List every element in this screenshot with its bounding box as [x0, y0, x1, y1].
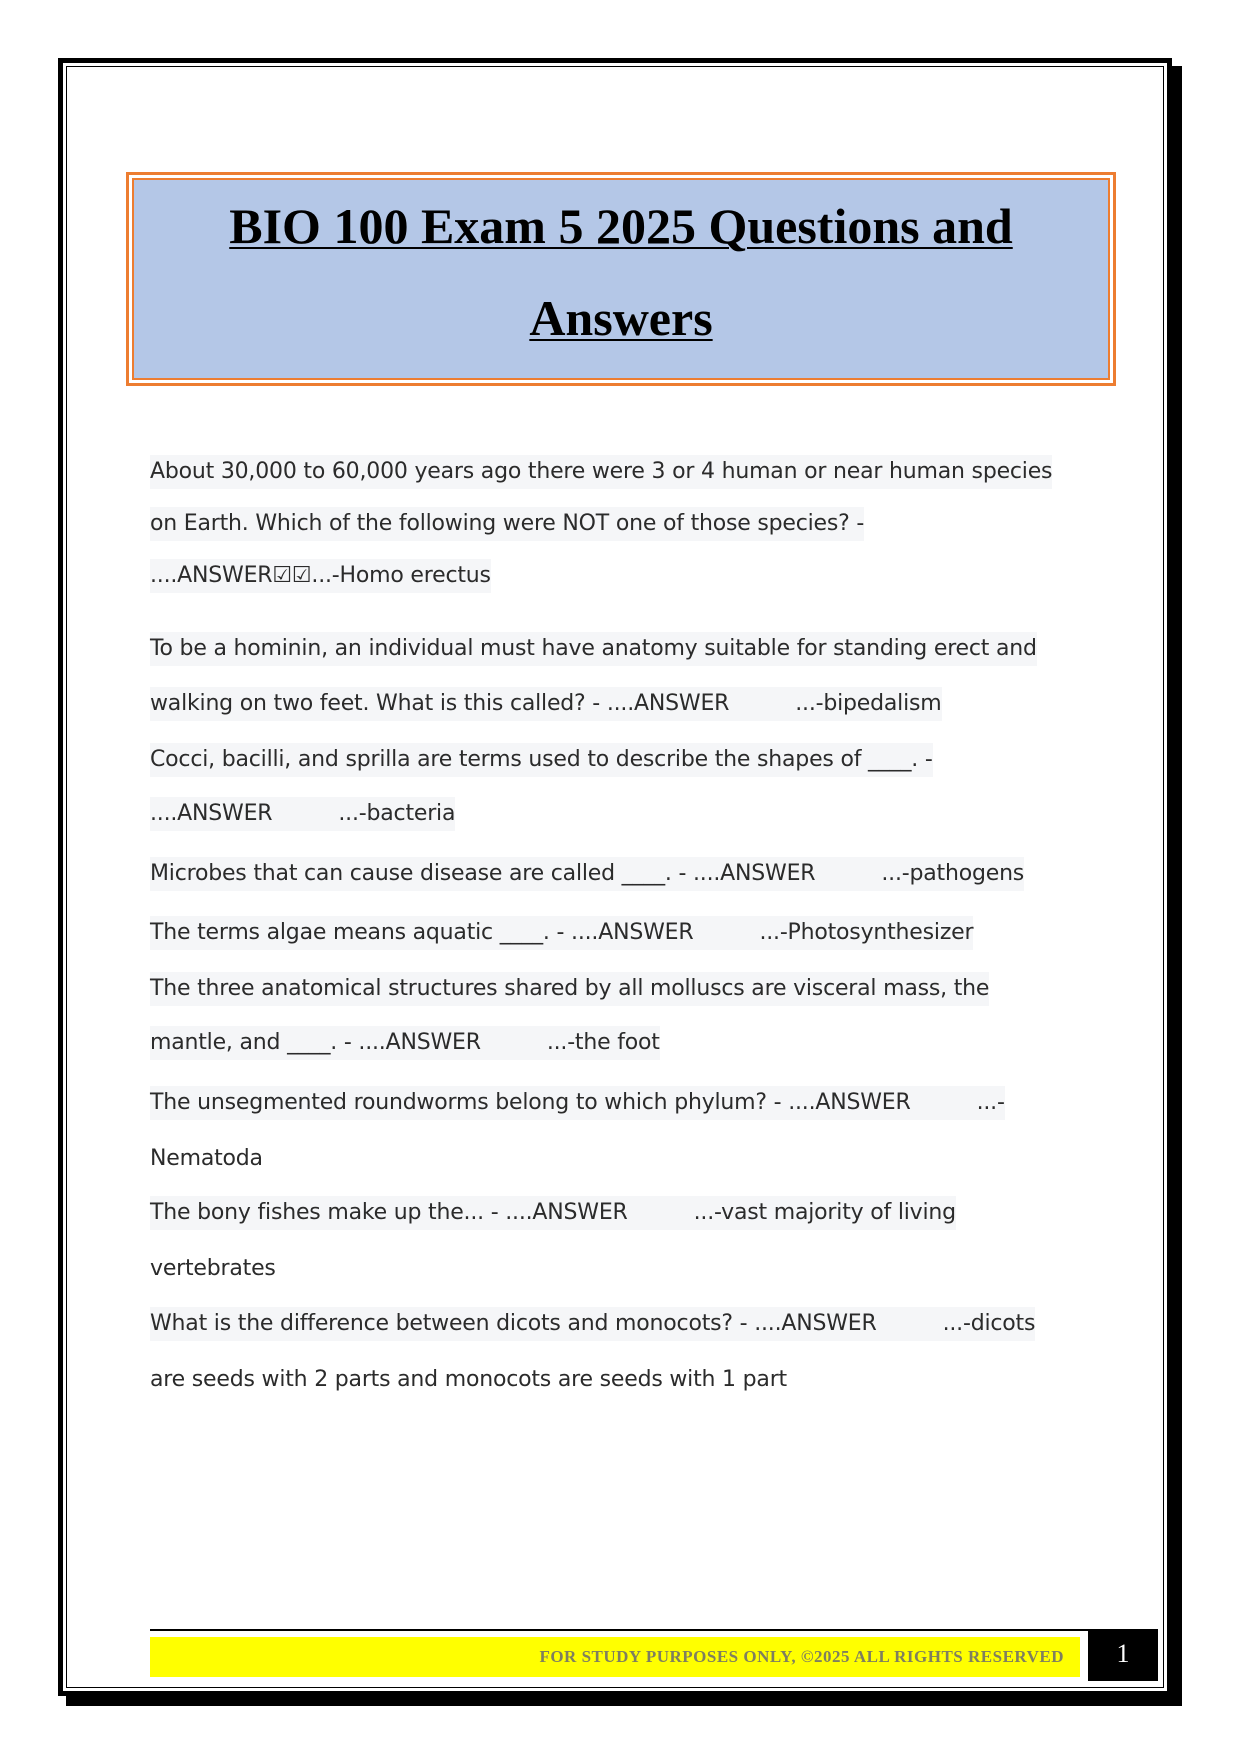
question-text: The terms algae means aquatic ____. - ....ANSWER — [150, 920, 694, 945]
question-text: What is the difference between dicots and monocots? - ....ANSWER — [150, 1311, 877, 1336]
title-box — [126, 172, 1116, 386]
question-text: walking on two feet. What is this called? - ....ANSWER — [150, 691, 730, 716]
answer-continuation: Nematoda — [150, 1146, 263, 1171]
question-answer-line — [150, 1026, 660, 1060]
footer-bar — [150, 1637, 1080, 1677]
question-text: ....ANSWER — [150, 801, 273, 826]
question-answer-line — [150, 1307, 1035, 1341]
answer-text: ...-Photosynthesizer — [759, 920, 974, 945]
footer-rule — [150, 1629, 1094, 1631]
question-answer-line — [150, 857, 1024, 891]
answer-text: ...-bipedalism — [795, 691, 942, 716]
answer-text: ...-pathogens — [881, 861, 1025, 886]
question-line: To be a hominin, an individual must have anatomy suitable for standing erect and — [150, 632, 1037, 666]
answer-continuation: vertebrates — [150, 1256, 276, 1281]
question-line: The three anatomical structures shared by all molluscs are visceral mass, the — [150, 972, 989, 1006]
question-text: mantle, and ____. - ....ANSWER — [150, 1030, 481, 1055]
question-line: on Earth. Which of the following were NOT one of those species? - — [150, 507, 864, 541]
answer-text: ...-the foot — [546, 1030, 660, 1055]
question-answer-line — [150, 916, 973, 950]
question-answer-line — [150, 1196, 956, 1230]
footer-copyright: FOR STUDY PURPOSES ONLY, ©2025 ALL RIGHTS RESERVED — [539, 1647, 1064, 1666]
answer-text: ...-vast majority of living — [693, 1200, 956, 1225]
question-answer-line — [150, 1086, 1005, 1120]
answer-text: ...- — [976, 1090, 1005, 1115]
question-text: The bony fishes make up the... - ....ANSWER — [150, 1200, 628, 1225]
page-number: 1 — [1088, 1629, 1158, 1681]
question-answer-line — [150, 687, 942, 721]
title-box-inner — [132, 178, 1110, 380]
answer-line: ....ANSWER☑☑...-Homo erectus — [150, 559, 491, 593]
answer-text: ...-dicots — [942, 1311, 1036, 1336]
title-line-1: BIO 100 Exam 5 2025 Questions and — [229, 198, 1013, 254]
question-line: About 30,000 to 60,000 years ago there were 3 or 4 human or near human species — [150, 455, 1052, 489]
answer-text: ...-bacteria — [338, 801, 456, 826]
question-answer-line — [150, 797, 455, 831]
question-text: The unsegmented roundworms belong to which phylum? - ....ANSWER — [150, 1090, 911, 1115]
answer-continuation: are seeds with 2 parts and monocots are seeds with 1 part — [150, 1367, 787, 1392]
question-line: Cocci, bacilli, and sprilla are terms used to describe the shapes of ____. - — [150, 743, 933, 777]
title-line-2: Answers — [529, 290, 713, 346]
question-text: Microbes that can cause disease are called ____. - ....ANSWER — [150, 861, 816, 886]
